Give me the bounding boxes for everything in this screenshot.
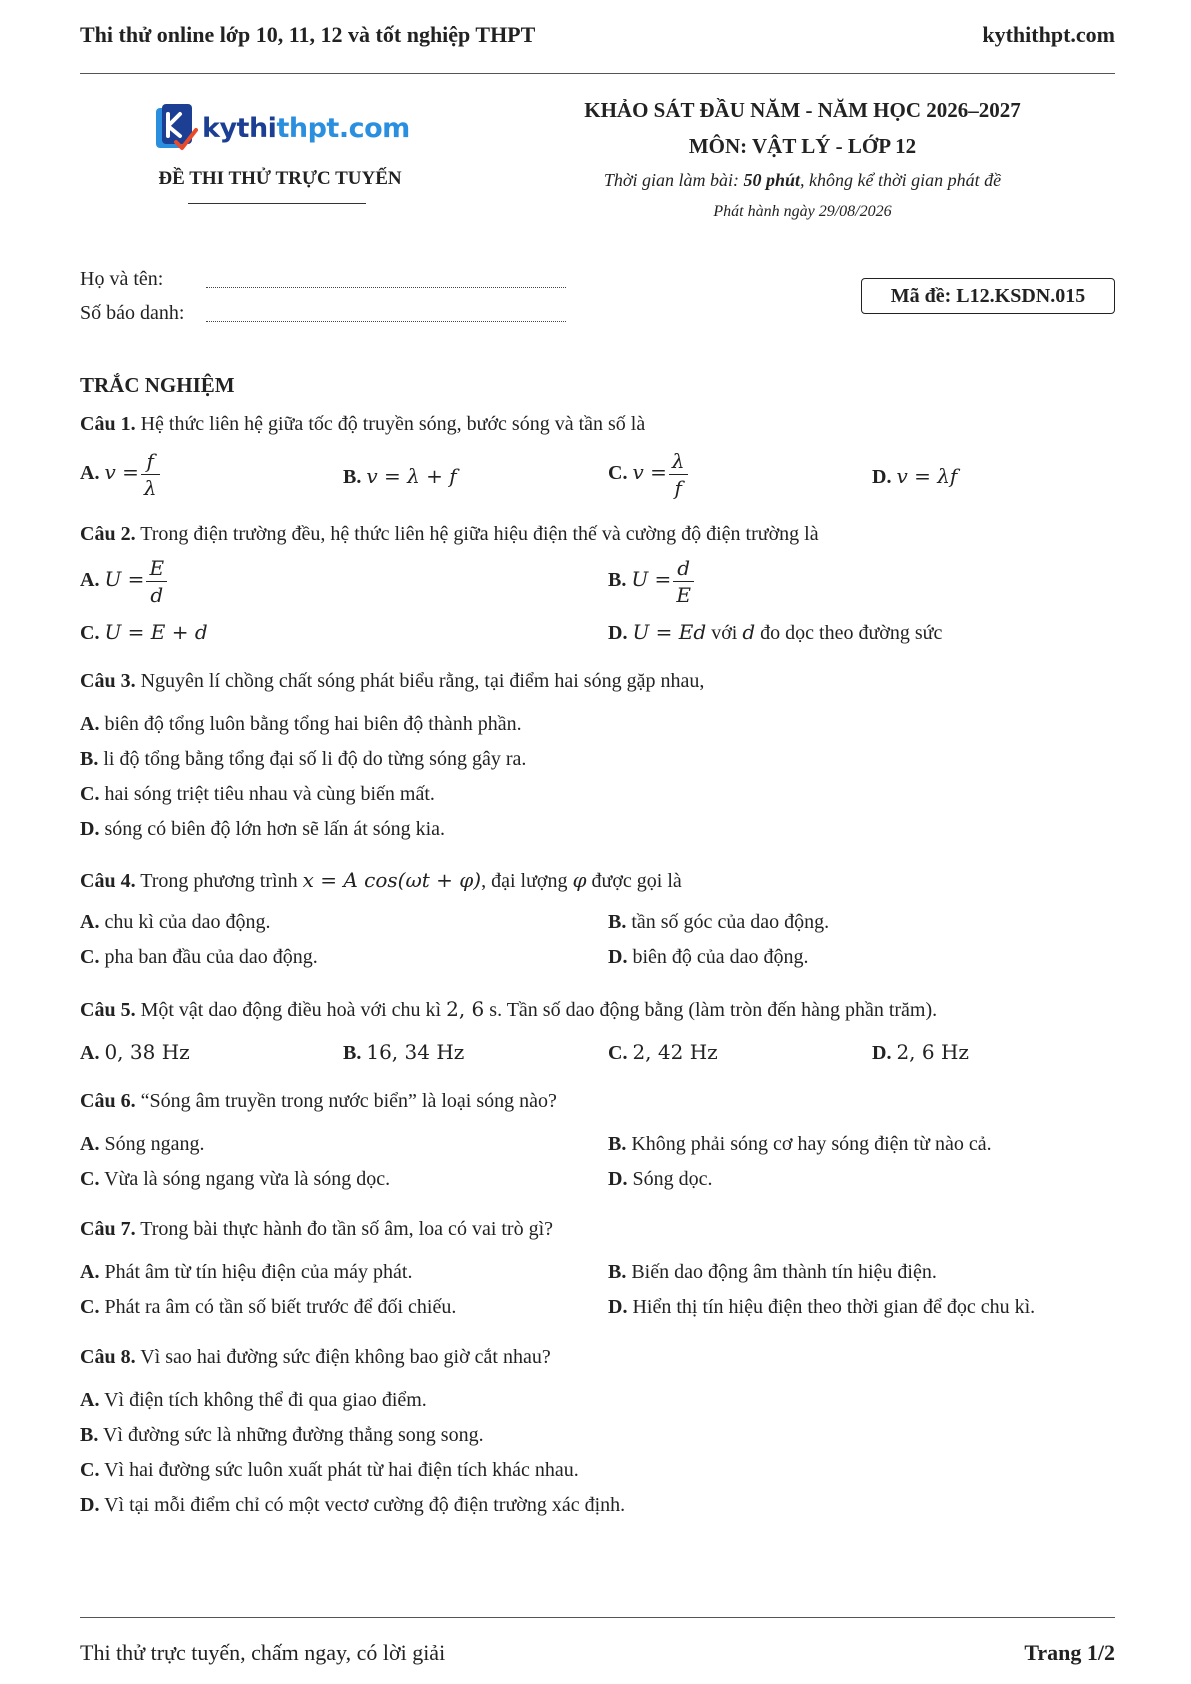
logo-wordmark: kythithpt.com [202, 112, 410, 144]
q2-option-b: B. U = $\frac{d}{E}$ [608, 555, 696, 608]
q6-option-c: C. Vừa là sóng ngang vừa là sóng dọc. [80, 1168, 391, 1190]
q7-option-a: A. Phát âm từ tín hiệu điện của máy phát. [80, 1261, 413, 1283]
q4-option-b: B. tần số góc của dao động. [608, 911, 830, 933]
question-7: Câu 7. Trong bài thực hành đo tần số âm, loa có vai trò gì? [80, 1218, 554, 1240]
q6-option-a: A. Sóng ngang. [80, 1133, 205, 1155]
site-logo [152, 100, 410, 156]
exam-issued-date: Phát hành ngày 29/08/2026 [713, 203, 892, 220]
q3-option-a: A. biên độ tổng luôn bằng tổng hai biên độ thành phần. [80, 713, 522, 735]
q7-option-d: D. Hiển thị tín hiệu điện theo thời gian để đọc chu kì. [608, 1296, 1036, 1318]
question-8: Câu 8. Vì sao hai đường sức điện không bao giờ cắt nhau? [80, 1346, 551, 1368]
q2-option-d: D. U = Ed với d đo dọc theo đường sức [608, 620, 943, 644]
q6-option-b: B. Không phải sóng cơ hay sóng điện từ nào cả. [608, 1133, 992, 1155]
q2-option-c: C. U = E + d [80, 620, 208, 644]
page-number: Trang 1/2 [1024, 1640, 1115, 1665]
q3-option-c: C. hai sóng triệt tiêu nhau và cùng biến mất. [80, 783, 435, 805]
name-blank [206, 287, 566, 288]
question-4: Câu 4. Trong phương trình x = A cos(ωt + φ), đại lượng φ được gọi là [80, 868, 682, 892]
q5-option-b: B. 16, 34 Hz [343, 1040, 465, 1064]
q3-option-d: D. sóng có biên độ lớn hơn sẽ lấn át sóng kia. [80, 818, 445, 840]
exam-subject: MÔN: VẬT LÝ - LỚP 12 [688, 134, 917, 158]
footer-divider [80, 1617, 1115, 1618]
footer-tagline: Thi thử trực tuyến, chấm ngay, có lời giải [80, 1640, 446, 1665]
question-1: Câu 1. Hệ thức liên hệ giữa tốc độ truyền sóng, bước sóng và tần số là [80, 413, 646, 435]
header-title: Thi thử online lớp 10, 11, 12 và tốt nghiệp THPT [80, 22, 536, 47]
q5-option-a: A. 0, 38 Hz [80, 1040, 190, 1064]
q5-option-c: C. 2, 42 Hz [608, 1040, 718, 1064]
q8-option-c: C. Vì hai đường sức luôn xuất phát từ hai điện tích khác nhau. [80, 1459, 579, 1481]
header-site: kythithpt.com [982, 22, 1115, 47]
q1-option-a: A. v = $\frac{f}{\lambda}$ [80, 448, 162, 501]
header-divider [80, 73, 1115, 74]
logo-icon [152, 102, 198, 154]
q2-option-a: A. U = $\frac{E}{d}$ [80, 555, 169, 608]
exam-duration: Thời gian làm bài: 50 phút, không kể thời gian phát đề [603, 170, 1002, 190]
section-title: TRẮC NGHIỆM [80, 373, 235, 397]
name-label: Họ và tên: [80, 268, 164, 290]
q8-option-d: D. Vì tại mỗi điểm chỉ có một vectơ cường độ điện trường xác định. [80, 1494, 626, 1516]
id-blank [206, 321, 566, 322]
question-6: Câu 6. “Sóng âm truyền trong nước biển” là loại sóng nào? [80, 1090, 557, 1112]
q1-option-b: B. v = λ + f [343, 464, 457, 488]
q1-option-d: D. v = λf [872, 464, 958, 488]
q4-option-a: A. chu kì của dao động. [80, 911, 271, 933]
q6-option-d: D. Sóng dọc. [608, 1168, 713, 1190]
question-5: Câu 5. Một vật dao động điều hoà với chu kì 2, 6 s. Tần số dao động bằng (làm tròn đến hàng phần trăm). [80, 997, 938, 1021]
exam-code: Mã đề: L12.KSDN.015 [861, 278, 1115, 314]
q4-option-d: D. biên độ của dao động. [608, 946, 809, 968]
q4-option-c: C. pha ban đầu của dao động. [80, 946, 318, 968]
q8-option-b: B. Vì đường sức là những đường thẳng song song. [80, 1424, 484, 1446]
q3-option-b: B. li độ tổng bằng tổng đại số li độ do từng sóng gây ra. [80, 748, 527, 770]
q7-option-c: C. Phát ra âm có tần số biết trước để đối chiếu. [80, 1296, 457, 1318]
exam-type-underline [188, 203, 366, 204]
question-2: Câu 2. Trong điện trường đều, hệ thức liên hệ giữa hiệu điện thế và cường độ điện trường là [80, 523, 819, 545]
exam-type: ĐỀ THI THỬ TRỰC TUYẾN [158, 168, 402, 189]
id-label: Số báo danh: [80, 302, 185, 324]
q8-option-a: A. Vì điện tích không thể đi qua giao điểm. [80, 1389, 427, 1411]
q1-option-c: C. v = $\frac{\lambda}{f}$ [608, 448, 690, 501]
q5-option-d: D. 2, 6 Hz [872, 1040, 969, 1064]
q7-option-b: B. Biến dao động âm thành tín hiệu điện. [608, 1261, 937, 1283]
question-3: Câu 3. Nguyên lí chồng chất sóng phát biểu rằng, tại điểm hai sóng gặp nhau, [80, 670, 705, 692]
exam-title: KHẢO SÁT ĐẦU NĂM - NĂM HỌC 2026–2027 [584, 98, 1021, 122]
